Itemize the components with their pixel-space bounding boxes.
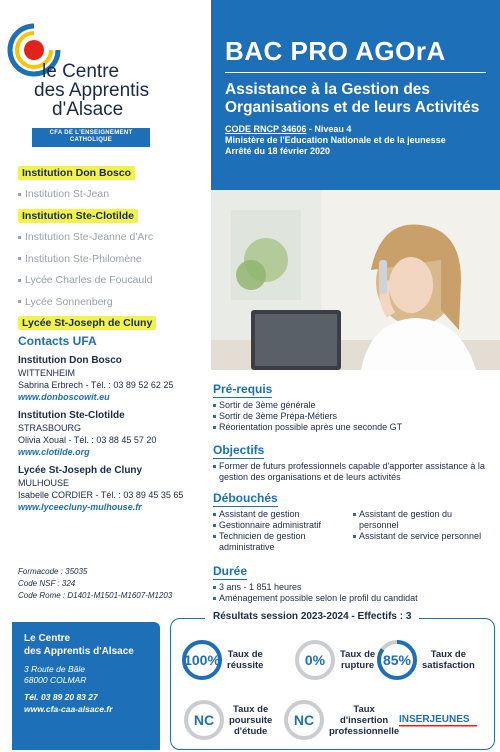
code-nsf: Code NSF : 324 — [18, 579, 76, 588]
formation-codes — [18, 566, 172, 602]
institution-item — [18, 291, 178, 313]
stat-item — [294, 639, 375, 681]
arrete: Arrêté du 18 février 2020 — [225, 146, 331, 156]
institution-label: Institution Don Bosco — [18, 166, 135, 180]
cfa-address-box — [12, 622, 160, 750]
stat-item — [183, 699, 272, 741]
contact-city: STRASBOURG — [18, 423, 82, 433]
institution-item — [18, 313, 178, 335]
course-subtitle-line-1: Assistance à la Gestion des — [225, 81, 431, 98]
career-outlets-col-2 — [353, 509, 493, 553]
stat-item — [376, 639, 475, 681]
logo-line-1: le Centre — [42, 61, 120, 82]
stat-label-line: Taux de — [227, 649, 263, 660]
bullet-icon — [18, 279, 21, 282]
institution-label: Lycée St-Joseph de Cluny — [18, 316, 156, 330]
stat-label-line: poursuite — [229, 714, 273, 726]
code-rome: Code Rome : D1401-M1501-M1607-M1203 — [18, 591, 173, 600]
cfa-phone: Tél. 03 89 20 83 27 — [24, 692, 98, 702]
contact-card — [18, 355, 203, 403]
list-item: Sortir de 3ème Prépa-Métiers — [213, 411, 493, 422]
contact-name: Lycée St-Joseph de Cluny — [18, 465, 143, 476]
stat-label-line: d'insertion — [340, 714, 389, 726]
bullet-icon — [18, 193, 21, 196]
rncp-level: - Niveau 4 — [306, 124, 352, 134]
institution-item — [18, 248, 178, 270]
contact-card — [18, 410, 203, 458]
hero-divider — [225, 72, 486, 73]
results-title: Résultats session 2023-2024 - Effectifs : 3 — [205, 611, 419, 622]
stat-label — [340, 649, 375, 671]
hero-banner — [211, 0, 500, 190]
contact-person: Sabrina Erbrech - Tél. : 03 89 52 62 25 — [18, 380, 174, 390]
institution-label: Lycée Sonnenberg — [25, 295, 113, 308]
contact-website-link[interactable]: www.lyceecluny-mulhouse.fr — [18, 502, 142, 512]
course-title: BAC PRO AGOrA — [225, 36, 446, 66]
stat-value: NC — [193, 712, 215, 728]
institution-item — [18, 270, 178, 292]
bullet-icon — [18, 300, 21, 303]
contact-website-link[interactable]: www.clotilde.org — [18, 447, 90, 457]
duration-section — [213, 562, 493, 604]
stat-value: 0% — [304, 652, 326, 668]
stat-label-line: Taux — [353, 703, 375, 715]
stat-ring — [183, 699, 225, 741]
logo-wordmark — [24, 62, 149, 119]
contact-city: MULHOUSE — [18, 478, 70, 488]
institution-label: Institution Ste-Clotilde — [18, 209, 138, 223]
cfa-website-link[interactable]: www.cfa-caa-alsace.fr — [24, 704, 113, 714]
stat-item — [283, 699, 399, 741]
list-item: Réorientation possible après une seconde GT — [213, 422, 493, 433]
career-outlets-section — [213, 489, 493, 553]
institution-list — [18, 162, 178, 334]
bullet-icon — [18, 257, 21, 260]
prerequisites-list — [213, 400, 493, 433]
list-item: 3 ans - 1 851 heures — [213, 582, 493, 593]
objectives-section — [213, 441, 493, 483]
svg-text:INSERJEUNES: INSERJEUNES — [399, 714, 470, 725]
institution-item — [18, 227, 178, 249]
stat-label-line: Taux de — [430, 649, 466, 660]
prerequisites-section — [213, 380, 493, 433]
stat-label — [329, 704, 399, 737]
cfa-address-line-2: 68000 COLMAR — [24, 675, 87, 685]
formacode: Formacode : 35035 — [18, 567, 88, 576]
institution-label: Institution Ste-Philomène — [25, 252, 142, 265]
contact-website-link[interactable]: www.donboscowit.eu — [18, 392, 110, 402]
stat-ring — [294, 639, 336, 681]
cfa-name-line-1: Le Centre — [24, 633, 71, 644]
bullet-icon — [18, 236, 21, 239]
rncp-line — [225, 124, 486, 135]
stat-label — [229, 704, 272, 737]
office-scene-illustration — [211, 190, 500, 370]
stat-label-line: Taux de — [233, 703, 269, 715]
list-item: Assistant de gestion — [213, 509, 353, 520]
logo-line-2: des Apprentis — [34, 80, 150, 101]
list-item: Sortir de 3ème générale — [213, 400, 493, 411]
cfa-logo — [4, 18, 164, 128]
logo-line-3: d'Alsace — [52, 99, 124, 120]
institution-label: Lycée Charles de Foucauld — [25, 274, 153, 287]
cfa-name-line-2: des Apprentis d'Alsace — [24, 646, 134, 657]
stat-label-line: d'étude — [233, 725, 268, 737]
course-subtitle-line-2: Organisations et de leurs Activités — [225, 99, 480, 116]
career-outlets-col-1 — [213, 509, 353, 553]
contacts-title: Contacts UFA — [18, 334, 97, 348]
inserjeunes-logo — [399, 709, 477, 729]
institution-label: Institution St-Jean — [25, 188, 110, 201]
stat-label-line: Taux de — [340, 649, 376, 660]
stat-ring — [283, 699, 325, 741]
stat-label-line: réussite — [227, 660, 264, 671]
institution-item — [18, 162, 178, 184]
list-item: Aménagement possible selon le profil du candidat — [213, 593, 493, 604]
contact-person: Olivia Xoual - Tél. : 03 88 45 57 20 — [18, 435, 157, 445]
contact-name: Institution Ste-Clotilde — [18, 410, 125, 421]
objectives-title: Objectifs — [213, 443, 265, 457]
stat-label-line: rupture — [340, 660, 375, 671]
list-item: Gestionnaire administratif — [213, 520, 353, 531]
list-item: Technicien de gestion administrative — [213, 531, 353, 553]
stat-ring — [181, 639, 223, 681]
cfa-badge-line-1: CFA DE L'ENSEIGNEMENT — [49, 130, 133, 136]
duration-title: Durée — [213, 564, 248, 578]
stat-value: 85% — [382, 652, 412, 668]
stat-ring — [376, 639, 418, 681]
prerequisites-title: Pré-requis — [213, 382, 273, 396]
office-worker-photo — [211, 190, 500, 370]
cfa-badge-line-2: CATHOLIQUE — [69, 137, 113, 143]
career-outlets-title: Débouchés — [213, 491, 278, 505]
duration-list — [213, 582, 493, 604]
stat-label — [227, 649, 263, 671]
cfa-address-line-1: 3 Route de Bâle — [24, 664, 85, 674]
stat-item — [181, 639, 263, 681]
stat-label-line: professionnelle — [329, 725, 400, 737]
course-meta — [225, 124, 486, 157]
institution-label: Institution Ste-Jeanne d'Arc — [25, 231, 154, 244]
stat-label-line: satisfaction — [422, 660, 475, 671]
ministry: Ministère de l'Education Nationale et de la jeunesse — [225, 135, 446, 145]
contacts-section — [18, 334, 203, 520]
stat-value: 100% — [184, 652, 220, 668]
list-item: Former de futurs professionnels capable d'apporter assistance à la gestion des organisations et de leurs activités — [213, 461, 493, 483]
list-item: Assistant de gestion du personnel — [353, 509, 493, 531]
institution-item — [18, 184, 178, 206]
contact-name: Institution Don Bosco — [18, 355, 122, 366]
rncp-code: CODE RNCP 34606 — [225, 124, 307, 134]
contact-person: Isabelle CORDIER - Tél. : 03 89 45 35 65 — [18, 490, 184, 500]
objectives-list — [213, 461, 493, 483]
institution-item — [18, 205, 178, 227]
contact-card — [18, 465, 203, 513]
stat-label — [422, 649, 475, 671]
list-item: Assistant de service personnel — [353, 531, 493, 542]
results-panel — [170, 611, 495, 750]
contact-city: WITTENHEIM — [18, 368, 75, 378]
stat-value: NC — [293, 712, 315, 728]
cfa-badge — [32, 128, 150, 147]
